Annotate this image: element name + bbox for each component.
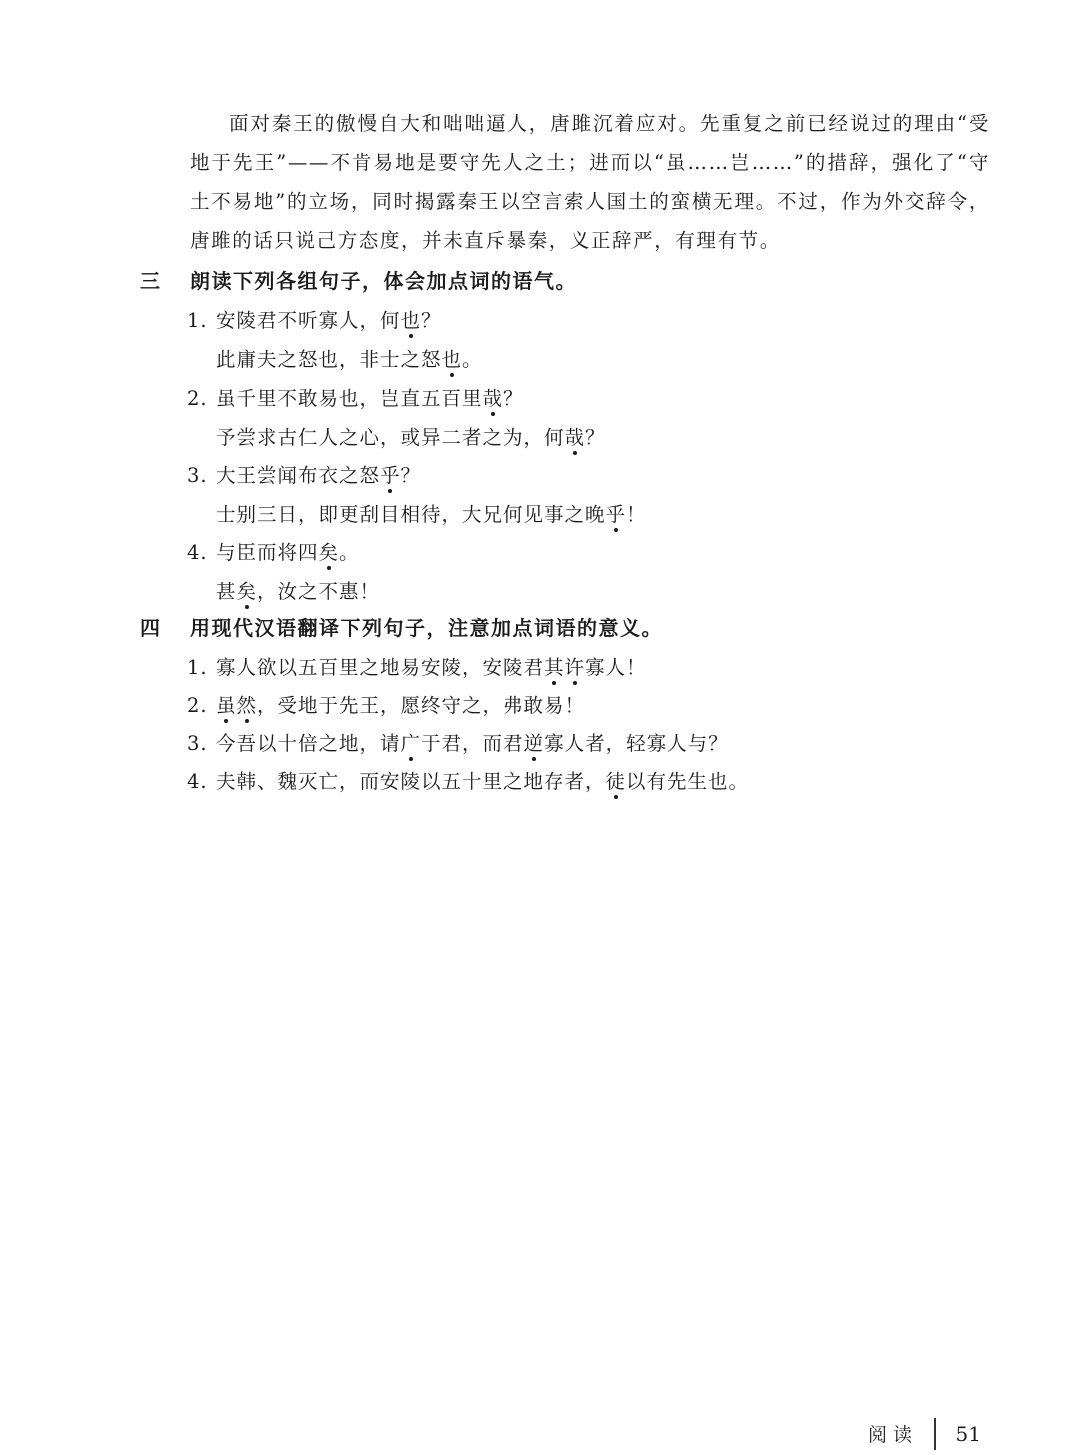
s4-4-p2: 以有先生也。 (626, 770, 750, 793)
s3-1b-p0: 此庸夫之怒也，非士之怒 (216, 348, 442, 371)
s4-1-p3: 寡人！ (585, 656, 647, 679)
s4-2-dotted-word: 然 (236, 694, 258, 717)
section-3-title: 朗读下列各组句子，体会加点词的语气。 (190, 269, 577, 293)
s4-3-dotted-word: 逆 (523, 732, 545, 755)
s4-1-p0: 寡人欲以五百里之地易安陵，安陵君 (216, 656, 545, 679)
footer-section-label: 阅读 (868, 1424, 919, 1446)
s3-item-1-line-b (216, 340, 483, 379)
s3-3a-p2: ？ (400, 464, 422, 487)
s4-3-p4: 寡人者，轻寡人与？ (544, 732, 729, 755)
page-number: 51 (955, 1422, 981, 1446)
s3-item-3-line-b (216, 495, 647, 534)
s3-item-4-line-b (216, 572, 380, 611)
s4-1-dotted-word: 许 (564, 656, 586, 679)
s3-2b-p0: 予尝求古仁人之心，或异二者之为，何 (216, 426, 565, 449)
s3-item-2-line-a (187, 379, 524, 418)
s3-3a-dotted-word: 乎 (380, 464, 401, 487)
s4-item-1 (187, 648, 647, 687)
s4-3-p2: 于君，而君 (421, 732, 524, 755)
page-footer (868, 1418, 981, 1450)
s3-3b-p0: 士别三日，即更刮目相待，大兄何见事之晚 (216, 503, 606, 526)
s3-4b-p0: 甚 (216, 580, 237, 603)
footer-divider (934, 1418, 936, 1450)
section-3-number: 三 (140, 269, 162, 293)
section-3-heading (140, 262, 577, 301)
item-number: 2. (187, 694, 208, 717)
s3-3a-p0: 大王尝闻布衣之怒 (216, 464, 381, 487)
item-number: 4. (187, 770, 208, 793)
s3-1b-dotted-word: 也 (441, 348, 463, 371)
s3-2a-dotted-word: 哉 (482, 387, 504, 410)
item-number: 1. (187, 309, 208, 332)
s3-2b-dotted-word: 哉 (564, 426, 586, 449)
section-4-number: 四 (140, 616, 162, 640)
s3-4b-dotted-word: 矣 (236, 580, 258, 603)
s4-3-p0: 今吾以十倍之地，请 (216, 732, 401, 755)
s4-4-dotted-word: 徒 (605, 770, 627, 793)
s3-2b-p2: ？ (585, 426, 606, 449)
s4-2-p2: ，受地于先王，愿终守之，弗敢易！ (257, 694, 586, 717)
s3-3b-dotted-word: 乎 (605, 503, 627, 526)
s3-1b-p2: 。 (462, 348, 483, 371)
intro-paragraph (190, 104, 990, 260)
section-4-heading (140, 609, 663, 648)
s4-4-p0: 夫韩、魏灭亡，而安陵以五十里之地存者， (216, 770, 606, 793)
s3-2a-p0: 虽千里不敢易也，岂直五百里 (216, 387, 483, 410)
s3-2a-p2: ？ (503, 387, 524, 410)
s4-item-4 (187, 762, 749, 801)
s3-1a-p2: ？ (421, 309, 442, 332)
item-number: 2. (187, 387, 208, 410)
s3-4a-dotted-word: 矣 (318, 541, 340, 564)
s3-1a-dotted-word: 也 (400, 309, 422, 332)
s3-3b-p2: ！ (626, 503, 647, 526)
s4-item-2 (187, 686, 585, 725)
s3-4a-p0: 与臣而将四 (216, 541, 319, 564)
s3-item-3-line-a (187, 456, 421, 495)
s4-item-3 (187, 724, 729, 763)
item-number: 1. (187, 656, 208, 679)
s3-item-1-line-a (187, 301, 442, 340)
s3-1a-p0: 安陵君不听寡人，何 (216, 309, 401, 332)
item-number: 3. (187, 464, 208, 487)
item-number: 4. (187, 541, 208, 564)
section-4-title: 用现代汉语翻译下列句子，注意加点词语的意义。 (190, 616, 663, 640)
s3-item-2-line-b (216, 418, 606, 457)
s4-1-dotted-word: 其 (544, 656, 565, 679)
s3-4b-p2: ，汝之不惠！ (257, 580, 381, 603)
item-number: 3. (187, 732, 208, 755)
s3-item-4-line-a (187, 533, 360, 572)
s4-2-dotted-word: 虽 (216, 694, 237, 717)
intro-text: 面对秦王的傲慢自大和咄咄逼人，唐雎沉着应对。先重复之前已经说过的理由“受地于先王”——不肯易地是要守先人之土；进而以“虽……岂……”的措辞，强化了“守土不易地”的立场，同时揭露秦王以空言索人国土的蛮横无理。不过，作为外交辞令，唐雎的话只说己方态度，并未直斥暴秦，义正辞严，有理有节。 (190, 112, 990, 252)
s4-3-dotted-word: 广 (400, 732, 422, 755)
s3-4a-p2: 。 (339, 541, 360, 564)
